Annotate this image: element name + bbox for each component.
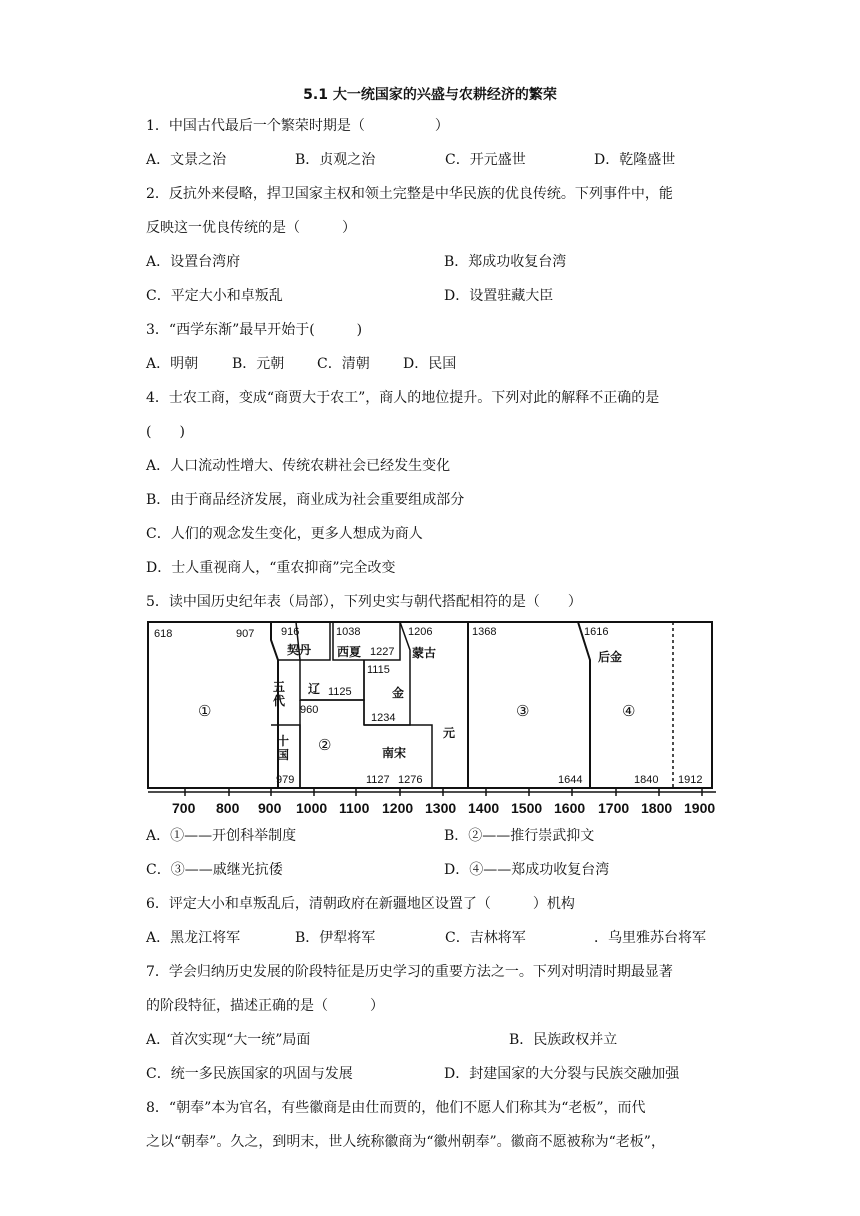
q1-option-a[interactable]: A．文景之治 — [146, 152, 227, 168]
question-5-stem: 5．读中国历史纪年表（局部），下列史实与朝代搭配相符的是（ ） — [146, 594, 582, 610]
axis-label-700: 700 — [172, 800, 196, 816]
label-916: 916 — [281, 626, 300, 638]
q3-option-d[interactable]: D．民国 — [403, 356, 457, 372]
q4-option-c[interactable]: C．人们的观念发生变化，更多人想成为商人 — [146, 526, 423, 542]
label-1840: 1840 — [634, 774, 659, 786]
label-1227: 1227 — [370, 646, 395, 658]
q5-option-b[interactable]: B．②——推行崇武抑文 — [444, 828, 595, 844]
boundary-1644 — [578, 622, 590, 788]
label-1234: 1234 — [371, 712, 396, 724]
label-shiguo: 十国 — [277, 734, 290, 762]
q7-option-a[interactable]: A．首次实现“大一统”局面 — [146, 1032, 311, 1048]
label-circle-4: ④ — [622, 703, 636, 720]
q5-option-d[interactable]: D．④——郑成功收复台湾 — [444, 862, 610, 878]
axis-label-1300: 1300 — [425, 800, 457, 816]
q3-option-c[interactable]: C．清朝 — [317, 356, 370, 372]
label-1276: 1276 — [398, 774, 423, 786]
q7-option-d[interactable]: D．封建国家的大分裂与民族交融加强 — [444, 1066, 680, 1082]
page-title: 5.1 大一统国家的兴盛与农耕经济的繁荣 — [303, 87, 557, 103]
axis-label-1100: 1100 — [339, 800, 370, 816]
question-8-stem-line2: 之以“朝奉”。久之，到明末，世人统称徽商为“徽州朝奉”。徽商不愿被称为“老板”， — [146, 1134, 665, 1150]
question-6-stem: 6．评定大小和卓叛乱后，清朝政府在新疆地区设置了（ ）机构 — [146, 896, 575, 912]
axis-label-1000: 1000 — [296, 800, 328, 816]
axis-label-1900: 1900 — [684, 800, 716, 816]
question-7-stem-line1: 7．学会归纳历史发展的阶段特征是历史学习的重要方法之一。下列对明清时期最显著 — [146, 964, 673, 980]
q3-option-b[interactable]: B．元朝 — [232, 356, 285, 372]
label-xixia: 西夏 — [337, 645, 362, 659]
label-1115: 1115 — [367, 664, 390, 676]
label-qidan: 契丹 — [287, 643, 312, 657]
axis-label-1600: 1600 — [554, 800, 586, 816]
question-1-stem: 1．中国古代最后一个繁荣时期是（ ） — [146, 118, 449, 134]
question-2-stem-line2: 反映这一优良传统的是（ ） — [146, 220, 356, 236]
label-1912: 1912 — [678, 774, 703, 786]
q2-option-b[interactable]: B．郑成功收复台湾 — [444, 254, 567, 270]
axis-label-1500: 1500 — [511, 800, 543, 816]
axis-label-1400: 1400 — [468, 800, 500, 816]
label-960: 960 — [300, 704, 319, 716]
q2-option-d[interactable]: D．设置驻藏大臣 — [444, 288, 554, 304]
q6-option-c[interactable]: C．吉林将军 — [445, 930, 526, 946]
q6-option-d[interactable]: ．乌里雅苏台将军 — [594, 930, 706, 946]
label-menggu: 蒙古 — [412, 646, 437, 660]
label-circle-3: ③ — [516, 703, 530, 720]
label-907: 907 — [236, 628, 255, 640]
axis-label-1800: 1800 — [641, 800, 673, 816]
label-1125: 1125 — [328, 686, 352, 698]
q2-option-a[interactable]: A．设置台湾府 — [146, 254, 241, 270]
label-circle-1: ① — [198, 703, 212, 720]
label-jin: 金 — [392, 686, 405, 700]
label-618: 618 — [154, 628, 173, 640]
q1-option-d[interactable]: D．乾隆盛世 — [594, 152, 676, 168]
axis-label-800: 800 — [216, 800, 240, 816]
label-1038: 1038 — [336, 626, 361, 638]
label-1206: 1206 — [408, 626, 433, 638]
label-circle-2: ② — [318, 737, 332, 754]
label-liao: 辽 — [308, 682, 321, 696]
q1-option-b[interactable]: B．贞观之治 — [295, 152, 376, 168]
q5-option-c[interactable]: C．③——戚继光抗倭 — [146, 862, 283, 878]
q4-option-d[interactable]: D．士人重视商人，“重农抑商”完全改变 — [146, 560, 396, 576]
q7-option-b[interactable]: B．民族政权并立 — [509, 1032, 618, 1048]
axis-label-1200: 1200 — [382, 800, 414, 816]
q7-option-c[interactable]: C．统一多民族国家的巩固与发展 — [146, 1066, 353, 1082]
label-nansong: 南宋 — [382, 746, 407, 760]
label-yuan: 元 — [443, 726, 456, 740]
label-1616: 1616 — [584, 626, 609, 638]
q4-option-a[interactable]: A．人口流动性增大、传统农耕社会已经发生变化 — [146, 458, 451, 474]
label-houjin: 后金 — [598, 650, 623, 664]
question-7-stem-line2: 的阶段特征，描述正确的是（ ） — [146, 998, 384, 1014]
question-4-stem-line2: ( ) — [146, 424, 185, 440]
q3-option-a[interactable]: A．明朝 — [146, 356, 199, 372]
q6-option-b[interactable]: B．伊犁将军 — [295, 930, 376, 946]
label-1644: 1644 — [558, 774, 583, 786]
question-8-stem-line1: 8．“朝奉”本为官名，有些徽商是由仕而贾的，他们不愿人们称其为“老板”，而代 — [146, 1100, 646, 1116]
label-1368: 1368 — [472, 626, 497, 638]
q6-option-a[interactable]: A．黑龙江将军 — [146, 930, 241, 946]
question-3-stem: 3．“西学东渐”最早开始于( ) — [146, 322, 363, 338]
q4-option-b[interactable]: B．由于商品经济发展，商业成为社会重要组成部分 — [146, 492, 465, 508]
label-979: 979 — [276, 774, 295, 786]
question-4-stem-line1: 4．士农工商，变成“商贾大于农工”，商人的地位提升。下列对此的解释不正确的是 — [146, 390, 660, 406]
q5-option-a[interactable]: A．①——开创科举制度 — [146, 828, 297, 844]
label-1127: 1127 — [366, 774, 390, 786]
label-wudai: 五代 — [273, 680, 286, 708]
axis-label-1700: 1700 — [598, 800, 630, 816]
axis-label-900: 900 — [258, 800, 282, 816]
q1-option-c[interactable]: C．开元盛世 — [445, 152, 526, 168]
q2-option-c[interactable]: C．平定大小和卓叛乱 — [146, 288, 283, 304]
question-2-stem-line1: 2．反抗外来侵略，捍卫国家主权和领土完整是中华民族的优良传统。下列事件中，能 — [146, 186, 673, 202]
